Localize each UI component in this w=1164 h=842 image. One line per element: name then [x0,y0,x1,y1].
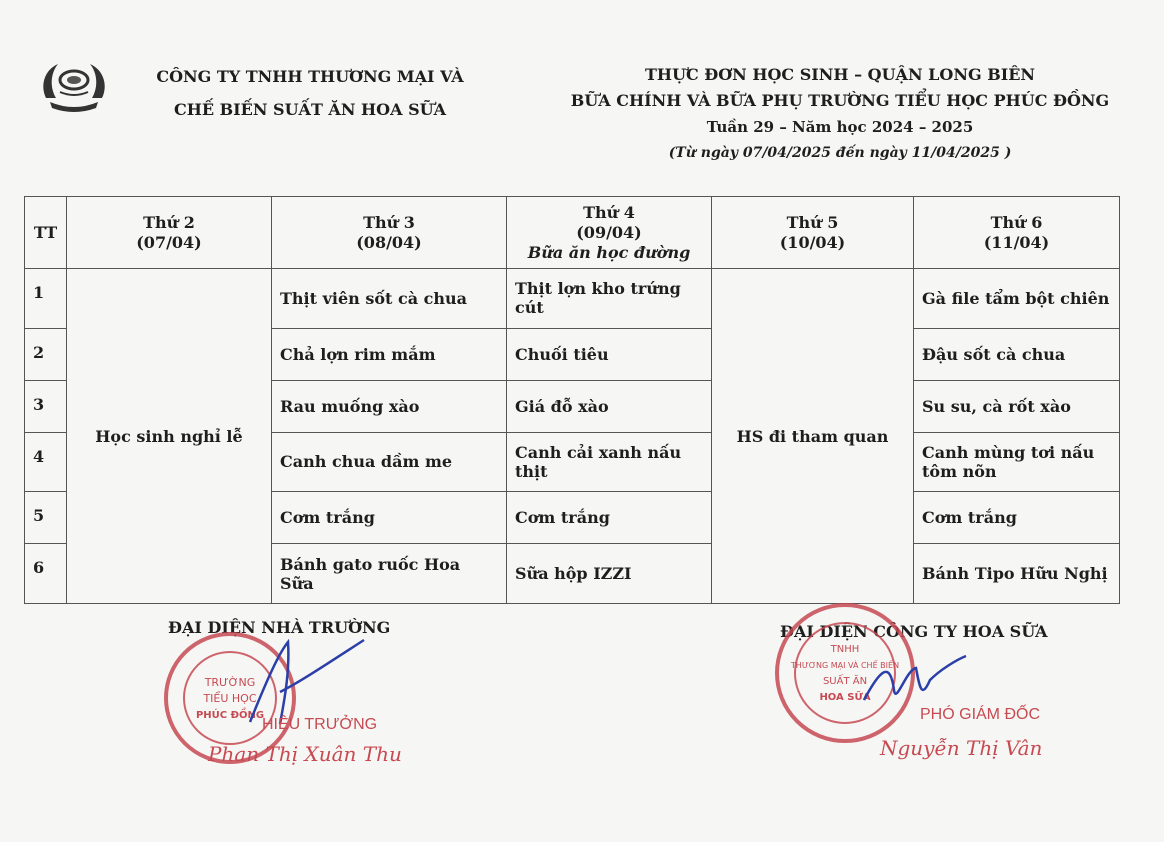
menu-cell: Sữa hộp IZZI [507,544,712,604]
date-range: (Từ ngày 07/04/2025 đến ngày 11/04/2025 ) [668,145,1012,161]
table-header-row [25,197,1120,269]
day-date: (11/04) [983,232,1050,252]
director-name: Nguyễn Thị Vân [880,736,1043,760]
day-note: Bữa ăn học đường [527,242,691,262]
menu-cell: Su su, cà rốt xào [914,380,1120,432]
menu-cell: Gà file tẩm bột chiên [914,269,1120,329]
menu-cell: Chả lợn rim mắm [272,328,507,380]
day-name: Thứ 5 [786,212,839,232]
week-line: Tuần 29 – Năm học 2024 – 2025 [706,118,974,136]
menu-cell: Thịt viên sốt cà chua [272,269,507,329]
menu-cell: Canh mùng tơi nấu tôm nõn [914,432,1120,492]
company-name-line1: CÔNG TY TNHH THƯƠNG MẠI VÀ [156,67,464,86]
row-number: 4 [25,432,67,492]
director-title: PHÓ GIÁM ĐỐC [920,706,1041,723]
company-name [135,60,485,126]
day-date: (08/04) [356,232,422,252]
menu-cell: Chuối tiêu [507,328,712,380]
hoa-sua-logo-icon [36,58,112,114]
menu-cell: Bánh gato ruốc Hoa Sữa [272,544,507,604]
menu-cell: Cơm trắng [272,492,507,544]
title-line2: BỮA CHÍNH VÀ BỮA PHỤ TRƯỜNG TIỂU HỌC PHÚC ĐỒNG [570,91,1110,110]
day-header [67,197,272,269]
row-number: 3 [25,380,67,432]
day-date: (09/04) [576,222,642,242]
menu-cell: Cơm trắng [914,492,1120,544]
menu-cell: Thịt lợn kho trứng cút [507,269,712,329]
day-header [914,197,1120,269]
stamp-line: PHÚC ĐỒNG [195,710,265,721]
menu-cell: Đậu sốt cà chua [914,328,1120,380]
tt-header: TT [25,197,67,269]
stamp-line: SUẤT ĂN [822,676,868,687]
row-number: 1 [25,269,67,329]
day-header [507,197,712,269]
principal-title: HIỆU TRƯỞNG [262,716,378,733]
menu-table [24,196,1120,604]
menu-title [560,62,1120,166]
day-name: Thứ 3 [363,212,415,232]
day-date: (10/04) [779,232,846,252]
company-representative-heading: ĐẠI DIỆN CÔNG TY HOA SỮA [780,622,1048,641]
thu5-merged-cell: HS đi tham quan [712,269,914,604]
company-name-line2: CHẾ BIẾN SUẤT ĂN HOA SỮA [174,100,446,119]
thu2-merged-cell: Học sinh nghỉ lễ [67,269,272,604]
menu-cell: Canh cải xanh nấu thịt [507,432,712,492]
day-header [272,197,507,269]
day-name: Thứ 2 [143,212,195,232]
stamp-line: THƯƠNG MẠI VÀ CHẾ BIẾN [790,661,900,670]
school-representative-heading: ĐẠI DIỆN NHÀ TRƯỜNG [168,618,391,637]
day-name: Thứ 4 [583,202,635,222]
day-date: (07/04) [136,232,202,252]
title-line1: THỰC ĐƠN HỌC SINH – QUẬN LONG BIÊN [644,65,1036,84]
stamp-line: HOA SỮA [819,692,871,703]
menu-cell: Cơm trắng [507,492,712,544]
menu-cell: Bánh Tipo Hữu Nghị [914,544,1120,604]
stamp-line: TNHH [830,644,860,655]
row-number: 5 [25,492,67,544]
day-header [712,197,914,269]
row-number: 6 [25,544,67,604]
director-signature-scribble [860,650,970,710]
day-name: Thứ 6 [990,212,1043,232]
stamp-line: TRƯỜNG [204,676,256,689]
principal-name: Phan Thị Xuân Thu [208,742,402,766]
row-number: 2 [25,328,67,380]
stamp-line: TIỂU HỌC [203,692,257,705]
menu-cell: Rau muống xào [272,380,507,432]
menu-cell: Canh chua dầm me [272,432,507,492]
table-row [25,269,1120,329]
menu-cell: Giá đỗ xào [507,380,712,432]
